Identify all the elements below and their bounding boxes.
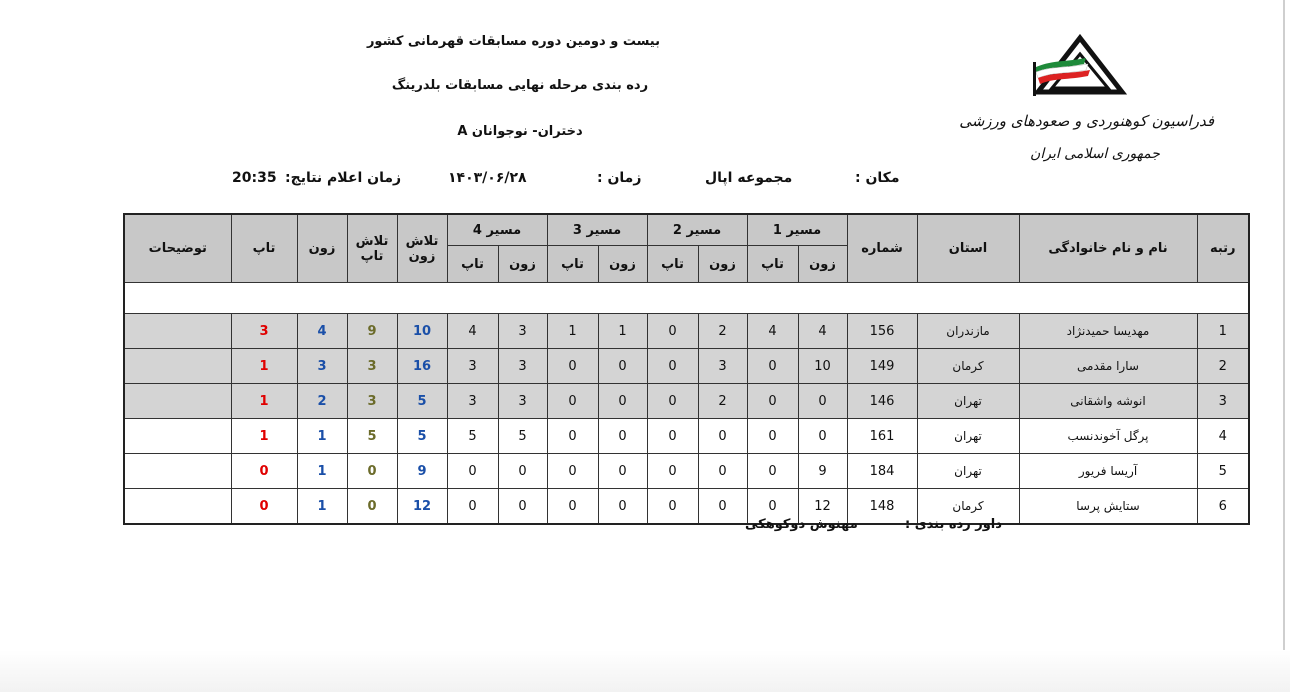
page-edge [1283, 0, 1285, 692]
table-row [124, 349, 1249, 384]
cell-rank: 2 [1197, 349, 1249, 384]
header-province: استان [917, 214, 1019, 283]
cell-attempts-top: 5 [347, 419, 397, 454]
header-number: شماره [847, 214, 917, 283]
cell-name: انوشه واشقانی [1019, 384, 1197, 419]
cell-name: پرگل آخوندنسب [1019, 419, 1197, 454]
cell-number: 156 [847, 314, 917, 349]
cell-province: تهران [917, 384, 1019, 419]
spacer-cell [124, 283, 1249, 314]
cell-number: 184 [847, 454, 917, 489]
cell-route2-zone: 0 [698, 454, 747, 489]
cell-rank: 4 [1197, 419, 1249, 454]
cell-rank: 6 [1197, 489, 1249, 525]
header-route3-zone: زون [598, 246, 647, 283]
judge-name: مهنوش دوکوهکی [745, 517, 858, 532]
cell-attempts-zone: 5 [397, 384, 447, 419]
cell-rank: 1 [1197, 314, 1249, 349]
header-route4: مسیر 4 [447, 214, 547, 246]
cell-total-zone: 4 [297, 314, 347, 349]
cell-route3-zone: 0 [598, 349, 647, 384]
cell-total-top: 3 [231, 314, 297, 349]
cell-route3-zone: 0 [598, 384, 647, 419]
title-line1: بیست و دومین دوره مسابقات قهرمانی کشور [366, 34, 660, 49]
cell-province: تهران [917, 419, 1019, 454]
cell-name: مهدیسا حمیدنژاد [1019, 314, 1197, 349]
cell-route3-top: 0 [547, 454, 598, 489]
cell-route3-top: 0 [547, 489, 598, 525]
cell-name: ستایش پرسا [1019, 489, 1197, 525]
cell-route3-top: 1 [547, 314, 598, 349]
cell-total-top: 1 [231, 349, 297, 384]
cell-route2-zone: 2 [698, 384, 747, 419]
cell-route2-top: 0 [647, 349, 698, 384]
cell-number: 149 [847, 349, 917, 384]
cell-route3-top: 0 [547, 349, 598, 384]
cell-route1-zone: 0 [798, 384, 847, 419]
header-route3: مسیر 3 [547, 214, 647, 246]
cell-notes [124, 314, 231, 349]
cell-total-top: 1 [231, 384, 297, 419]
cell-attempts-zone: 5 [397, 419, 447, 454]
cell-name: سارا مقدمی [1019, 349, 1197, 384]
location-value: مجموعه اپال [705, 170, 793, 186]
table-row [124, 419, 1249, 454]
cell-attempts-zone: 9 [397, 454, 447, 489]
cell-route1-zone: 0 [798, 419, 847, 454]
cell-attempts-top: 0 [347, 489, 397, 525]
cell-name: آریسا فریور [1019, 454, 1197, 489]
cell-total-zone: 1 [297, 489, 347, 525]
cell-province: تهران [917, 454, 1019, 489]
cell-route4-top: 4 [447, 314, 498, 349]
cell-route1-zone: 12 [798, 489, 847, 525]
results-time-value: 20:35 [232, 170, 277, 186]
cell-notes [124, 384, 231, 419]
header-attempts-zone: تلاش زون [397, 214, 447, 283]
spacer-row [124, 283, 1249, 314]
header-total-top: تاپ [231, 214, 297, 283]
header-attempts-top: تلاش تاپ [347, 214, 397, 283]
cell-number: 148 [847, 489, 917, 525]
table-row [124, 384, 1249, 419]
cell-route2-zone: 2 [698, 314, 747, 349]
time-label: زمان : [597, 170, 642, 186]
header-route1-top: تاپ [747, 246, 798, 283]
cell-route2-top: 0 [647, 454, 698, 489]
cell-attempts-zone: 12 [397, 489, 447, 525]
cell-route2-top: 0 [647, 314, 698, 349]
cell-total-zone: 1 [297, 454, 347, 489]
results-table [123, 213, 1250, 525]
cell-attempts-top: 0 [347, 454, 397, 489]
cell-route3-zone: 0 [598, 419, 647, 454]
cell-route1-top: 0 [747, 349, 798, 384]
header-name: نام و نام خانوادگی [1019, 214, 1197, 283]
header-route1: مسیر 1 [747, 214, 847, 246]
header-route2-top: تاپ [647, 246, 698, 283]
cell-total-zone: 2 [297, 384, 347, 419]
cell-route3-top: 0 [547, 419, 598, 454]
header-notes: توضیحات [124, 214, 231, 283]
cell-province: کرمان [917, 349, 1019, 384]
header-rank: رتبه [1197, 214, 1249, 283]
cell-total-top: 0 [231, 454, 297, 489]
cell-route1-zone: 4 [798, 314, 847, 349]
cell-route4-top: 3 [447, 384, 498, 419]
header-route4-zone: زون [498, 246, 547, 283]
cell-attempts-zone: 10 [397, 314, 447, 349]
header-route3-top: تاپ [547, 246, 598, 283]
cell-route4-zone: 3 [498, 349, 547, 384]
cell-number: 161 [847, 419, 917, 454]
cell-number: 146 [847, 384, 917, 419]
table-row [124, 314, 1249, 349]
table-row [124, 489, 1249, 525]
date-value: ۱۴۰۳/۰۶/۲۸ [448, 170, 527, 186]
cell-route4-top: 3 [447, 349, 498, 384]
cell-attempts-top: 3 [347, 384, 397, 419]
cell-route1-top: 0 [747, 419, 798, 454]
cell-total-top: 1 [231, 419, 297, 454]
cell-route1-top: 0 [747, 489, 798, 525]
logo-text-line2: جمهوری اسلامی ایران [1030, 146, 1160, 162]
cell-total-zone: 1 [297, 419, 347, 454]
cell-route2-top: 0 [647, 489, 698, 525]
cell-route2-zone: 3 [698, 349, 747, 384]
cell-route4-zone: 0 [498, 454, 547, 489]
cell-route3-zone: 0 [598, 454, 647, 489]
results-time-label: زمان اعلام نتایج: [285, 170, 402, 186]
cell-province: کرمان [917, 489, 1019, 525]
cell-route4-zone: 0 [498, 489, 547, 525]
cell-route1-top: 4 [747, 314, 798, 349]
cell-rank: 3 [1197, 384, 1249, 419]
header-total-zone: زون [297, 214, 347, 283]
location-label: مکان : [855, 170, 900, 186]
header-route4-top: تاپ [447, 246, 498, 283]
header-route2-zone: زون [698, 246, 747, 283]
judge-label: داور رده بندی : [905, 517, 1002, 532]
cell-route4-top: 0 [447, 454, 498, 489]
cell-attempts-top: 9 [347, 314, 397, 349]
cell-route1-top: 0 [747, 454, 798, 489]
cell-route1-top: 0 [747, 384, 798, 419]
cell-route3-zone: 1 [598, 314, 647, 349]
cell-total-top: 0 [231, 489, 297, 525]
cell-route4-zone: 3 [498, 314, 547, 349]
cell-rank: 5 [1197, 454, 1249, 489]
cell-route2-zone: 0 [698, 419, 747, 454]
header-row-1 [124, 214, 1249, 246]
page-bottom-shade [0, 650, 1290, 692]
header-route2: مسیر 2 [647, 214, 747, 246]
cell-route4-zone: 5 [498, 419, 547, 454]
cell-route1-zone: 9 [798, 454, 847, 489]
cell-route4-zone: 3 [498, 384, 547, 419]
cell-route2-top: 0 [647, 419, 698, 454]
cell-province: مازندران [917, 314, 1019, 349]
cell-notes [124, 419, 231, 454]
title-line3: دختران- نوجوانان A [457, 124, 583, 139]
cell-total-zone: 3 [297, 349, 347, 384]
cell-route1-zone: 10 [798, 349, 847, 384]
cell-route3-top: 0 [547, 384, 598, 419]
cell-attempts-top: 3 [347, 349, 397, 384]
cell-route4-top: 5 [447, 419, 498, 454]
cell-attempts-zone: 16 [397, 349, 447, 384]
table-row [124, 454, 1249, 489]
logo-text-line1: فدراسیون کوهنوردی و صعودهای ورزشی [959, 112, 1214, 130]
cell-route2-zone: 0 [698, 489, 747, 525]
header-route1-zone: زون [798, 246, 847, 283]
cell-notes [124, 489, 231, 525]
title-line2: رده بندی مرحله نهایی مسابقات بلدرینگ [391, 78, 649, 93]
cell-notes [124, 454, 231, 489]
cell-route3-zone: 0 [598, 489, 647, 525]
cell-notes [124, 349, 231, 384]
cell-route2-top: 0 [647, 384, 698, 419]
cell-route4-top: 0 [447, 489, 498, 525]
